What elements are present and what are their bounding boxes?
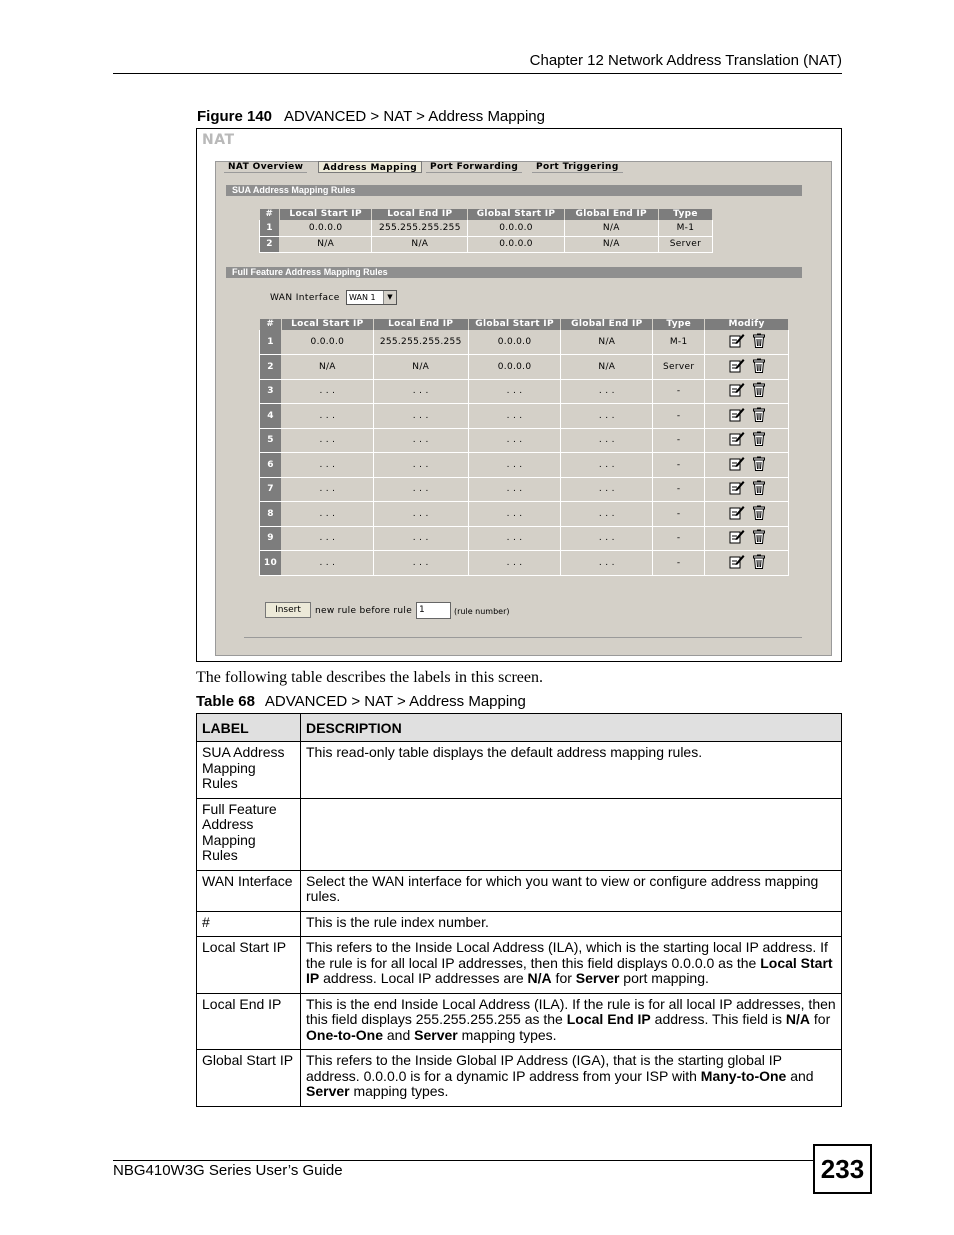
trash-icon[interactable] (753, 358, 765, 376)
table-cell: 255.255.255.255 (372, 220, 468, 236)
table-cell: . . . (561, 453, 653, 478)
row-label: Full Feature Address Mapping Rules (197, 798, 301, 870)
tab-address-mapping[interactable]: Address Mapping (318, 161, 422, 173)
tab-port-triggering[interactable]: Port Triggering (532, 161, 623, 173)
table-cell: - (653, 404, 705, 429)
emphasis-text: N/A (785, 1011, 811, 1027)
table-cell: 0.0.0.0 (468, 355, 561, 380)
table-row (260, 551, 789, 576)
table-cell: N/A (281, 355, 373, 380)
table-row (260, 404, 789, 429)
table-row (197, 870, 842, 911)
table-cell: - (653, 526, 705, 551)
table-cell: . . . (561, 404, 653, 429)
full-heading: Full Feature Address Mapping Rules (226, 267, 802, 278)
emphasis-text: Server (575, 970, 620, 986)
edit-icon[interactable] (729, 431, 745, 449)
row-description (301, 993, 842, 1050)
table-cell: 0.0.0.0 (468, 236, 564, 252)
edit-icon[interactable] (729, 456, 745, 474)
row-description: Select the WAN interface for which you want to view or configure address mapping rules. (301, 870, 842, 911)
full-col-global-start: Global Start IP (468, 319, 561, 330)
edit-icon[interactable] (729, 554, 745, 572)
table-cell: 0.0.0.0 (280, 220, 372, 236)
row-index: 2 (260, 236, 280, 252)
edit-icon[interactable] (729, 407, 745, 425)
table-row (260, 453, 789, 478)
table-cell: - (653, 453, 705, 478)
edit-icon[interactable] (729, 333, 745, 351)
row-index: 7 (260, 477, 282, 502)
row-index: 2 (260, 355, 282, 380)
trash-icon[interactable] (753, 431, 765, 449)
table-cell: Server (658, 236, 712, 252)
description-table (196, 713, 842, 1107)
table-cell: . . . (561, 526, 653, 551)
row-index: 1 (260, 330, 282, 355)
table-cell: . . . (281, 453, 373, 478)
table-cell: M-1 (658, 220, 712, 236)
table-cell: . . . (561, 477, 653, 502)
description-text: address. Local IP addresses are (319, 970, 528, 986)
table-cell: . . . (373, 404, 468, 429)
trash-icon[interactable] (753, 529, 765, 547)
figure-caption (197, 108, 545, 125)
table-cell: . . . (468, 404, 561, 429)
table-cell: . . . (281, 404, 373, 429)
full-col-local-end: Local End IP (373, 319, 468, 330)
rule-number-hint: (rule number) (454, 607, 510, 616)
description-text: and (786, 1067, 814, 1084)
row-index: 8 (260, 502, 282, 527)
panel-bottom-rule (244, 637, 802, 638)
table-cell: N/A (373, 355, 468, 380)
row-label: Local End IP (197, 993, 301, 1050)
chapter-header: Chapter 12 Network Address Translation (NAT) (529, 52, 842, 69)
desc-col-description: DESCRIPTION (301, 714, 842, 742)
wan-interface-label: WAN Interface (270, 293, 340, 303)
table-row (260, 220, 713, 236)
full-table (259, 319, 789, 576)
table-row (260, 502, 789, 527)
trash-icon[interactable] (753, 480, 765, 498)
table-cell: . . . (561, 379, 653, 404)
table-cell: M-1 (653, 330, 705, 355)
table-row (260, 428, 789, 453)
table-row (260, 526, 789, 551)
table-row (197, 742, 842, 799)
sua-col-type: Type (658, 209, 712, 220)
table-cell: Server (653, 355, 705, 380)
table-cell: 0.0.0.0 (281, 330, 373, 355)
figure-label: Figure 140 (197, 108, 273, 125)
emphasis-text: Local End IP (566, 1011, 651, 1027)
trash-icon[interactable] (753, 505, 765, 523)
emphasis-text: Local Start IP (306, 954, 833, 986)
nat-panel (215, 161, 832, 656)
table-row (197, 911, 842, 937)
description-text: mapping types. (349, 1083, 449, 1099)
table-cell: N/A (564, 220, 658, 236)
table-cell: . . . (561, 551, 653, 576)
full-col-type: Type (653, 319, 705, 330)
sua-col-local-end: Local End IP (372, 209, 468, 220)
table-cell: . . . (373, 551, 468, 576)
table-cell: . . . (468, 453, 561, 478)
description-text: for (551, 970, 576, 986)
emphasis-text: Many-to-One (700, 1067, 787, 1084)
sua-table (259, 209, 713, 253)
table-cell: 0.0.0.0 (468, 330, 561, 355)
table-row (260, 379, 789, 404)
table-cell: 0.0.0.0 (468, 220, 564, 236)
nat-title: NAT (202, 132, 235, 148)
footer-rule (113, 1160, 814, 1161)
row-index: 6 (260, 453, 282, 478)
edit-icon[interactable] (729, 529, 745, 547)
table-cell: N/A (372, 236, 468, 252)
table-cell: . . . (468, 526, 561, 551)
row-label: # (197, 911, 301, 937)
trash-icon[interactable] (753, 333, 765, 351)
table-row (197, 1050, 842, 1107)
edit-icon[interactable] (729, 358, 745, 376)
modify-cell (705, 551, 789, 576)
table-cell: . . . (281, 477, 373, 502)
table-cell: 255.255.255.255 (373, 330, 468, 355)
edit-icon[interactable] (729, 480, 745, 498)
description-text: address. This field is (650, 1011, 786, 1027)
modify-cell (705, 404, 789, 429)
modify-cell (705, 526, 789, 551)
table-cell: . . . (561, 502, 653, 527)
modify-cell (705, 477, 789, 502)
full-col-num: # (260, 319, 282, 330)
table-cell: . . . (373, 428, 468, 453)
table-row (260, 236, 713, 252)
description-text: This refers to the Inside Global IP Address (IGA), that is the starting global IP address. 0.0.0.0 is for a dynamic IP address from your ISP with (306, 1052, 782, 1084)
table-title: ADVANCED > NAT > Address Mapping (264, 693, 526, 710)
table-cell: . . . (281, 428, 373, 453)
modify-cell (705, 379, 789, 404)
guide-title: NBG410W3G Series User’s Guide (113, 1162, 343, 1179)
description-text: for (810, 1011, 831, 1027)
chevron-down-icon[interactable]: ▼ (383, 291, 396, 304)
row-index: 1 (260, 220, 280, 236)
table-label: Table 68 (196, 693, 255, 710)
row-description (301, 1050, 842, 1107)
row-index: 5 (260, 428, 282, 453)
modify-cell (705, 355, 789, 380)
description-text: port mapping. (619, 970, 709, 986)
sua-col-global-start: Global Start IP (468, 209, 564, 220)
full-header-row (260, 319, 789, 330)
table-cell: . . . (281, 502, 373, 527)
insert-button[interactable]: Insert (265, 602, 311, 618)
description-text: This is the end Inside Local Address (ILA). If the rule is for all local IP addresses, then this field displays 255.255.255.255 as the (306, 995, 836, 1027)
trash-icon[interactable] (753, 456, 765, 474)
trash-icon[interactable] (753, 382, 765, 400)
screenshot-frame (196, 128, 842, 662)
modify-cell (705, 502, 789, 527)
table-cell: N/A (561, 330, 653, 355)
emphasis-text: N/A (527, 970, 552, 986)
table-cell: N/A (280, 236, 372, 252)
tab-nat-overview[interactable]: NAT Overview (224, 161, 307, 173)
table-cell: . . . (468, 551, 561, 576)
tab-port-forwarding[interactable]: Port Forwarding (426, 161, 522, 173)
rule-number-input[interactable]: 1 (416, 602, 451, 619)
row-index: 9 (260, 526, 282, 551)
table-cell: . . . (468, 379, 561, 404)
description-text: and (383, 1026, 415, 1043)
row-description (301, 937, 842, 994)
row-label: SUA Address Mapping Rules (197, 742, 301, 799)
table-cell: . . . (373, 477, 468, 502)
modify-cell (705, 330, 789, 355)
full-col-modify: Modify (705, 319, 789, 330)
row-label: Local Start IP (197, 937, 301, 994)
table-cell: . . . (468, 477, 561, 502)
table-cell: - (653, 428, 705, 453)
table-row (197, 937, 842, 994)
row-description: This is the rule index number. (301, 911, 842, 937)
desc-col-label: LABEL (197, 714, 301, 742)
table-row (260, 355, 789, 380)
wan-interface-select[interactable] (346, 290, 397, 305)
table-row (197, 798, 842, 870)
table-row (260, 330, 789, 355)
table-cell: . . . (468, 428, 561, 453)
sua-col-num: # (260, 209, 280, 220)
header-rule (113, 73, 842, 74)
row-description (301, 798, 842, 870)
sua-header-row (260, 209, 713, 220)
trash-icon[interactable] (753, 554, 765, 572)
row-index: 3 (260, 379, 282, 404)
table-cell: . . . (281, 379, 373, 404)
row-index: 10 (260, 551, 282, 576)
modify-cell (705, 453, 789, 478)
intro-text: The following table describes the labels in this screen. (196, 669, 544, 686)
edit-icon[interactable] (729, 382, 745, 400)
row-description: This read-only table displays the default address mapping rules. (301, 742, 842, 799)
row-label: Global Start IP (197, 1050, 301, 1107)
sua-col-local-start: Local Start IP (280, 209, 372, 220)
emphasis-text: One-to-One (306, 1026, 383, 1043)
sua-col-global-end: Global End IP (564, 209, 658, 220)
table-cell: - (653, 379, 705, 404)
table-cell: - (653, 551, 705, 576)
row-label: WAN Interface (197, 870, 301, 911)
modify-cell (705, 428, 789, 453)
table-cell: - (653, 502, 705, 527)
wan-interface-value: WAN 1 (349, 293, 376, 302)
table-cell: . . . (561, 428, 653, 453)
description-text: This refers to the Inside Local Address (ILA), which is the starting local IP address. If the rule is for all local IP addresses, then this field displays 0.0.0.0 as the (306, 939, 828, 971)
table-cell: - (653, 477, 705, 502)
table-cell: N/A (561, 355, 653, 380)
table-cell: N/A (564, 236, 658, 252)
desc-header-row (197, 714, 842, 742)
sua-heading: SUA Address Mapping Rules (226, 185, 802, 196)
table-caption (196, 693, 526, 710)
figure-title: ADVANCED > NAT > Address Mapping (284, 108, 545, 125)
table-cell: . . . (373, 526, 468, 551)
table-cell: . . . (373, 379, 468, 404)
table-cell: . . . (373, 453, 468, 478)
table-cell: . . . (281, 551, 373, 576)
full-col-global-end: Global End IP (561, 319, 653, 330)
trash-icon[interactable] (753, 407, 765, 425)
edit-icon[interactable] (729, 505, 745, 523)
description-text: mapping types. (457, 1026, 557, 1043)
emphasis-text: Server (306, 1083, 350, 1099)
insert-text: new rule before rule (315, 606, 413, 616)
full-col-local-start: Local Start IP (281, 319, 373, 330)
table-row (260, 477, 789, 502)
table-cell: . . . (373, 502, 468, 527)
table-cell: . . . (468, 502, 561, 527)
page-number: 233 (813, 1144, 872, 1194)
row-index: 4 (260, 404, 282, 429)
table-cell: . . . (281, 526, 373, 551)
emphasis-text: Server (414, 1026, 458, 1043)
table-row (197, 993, 842, 1050)
